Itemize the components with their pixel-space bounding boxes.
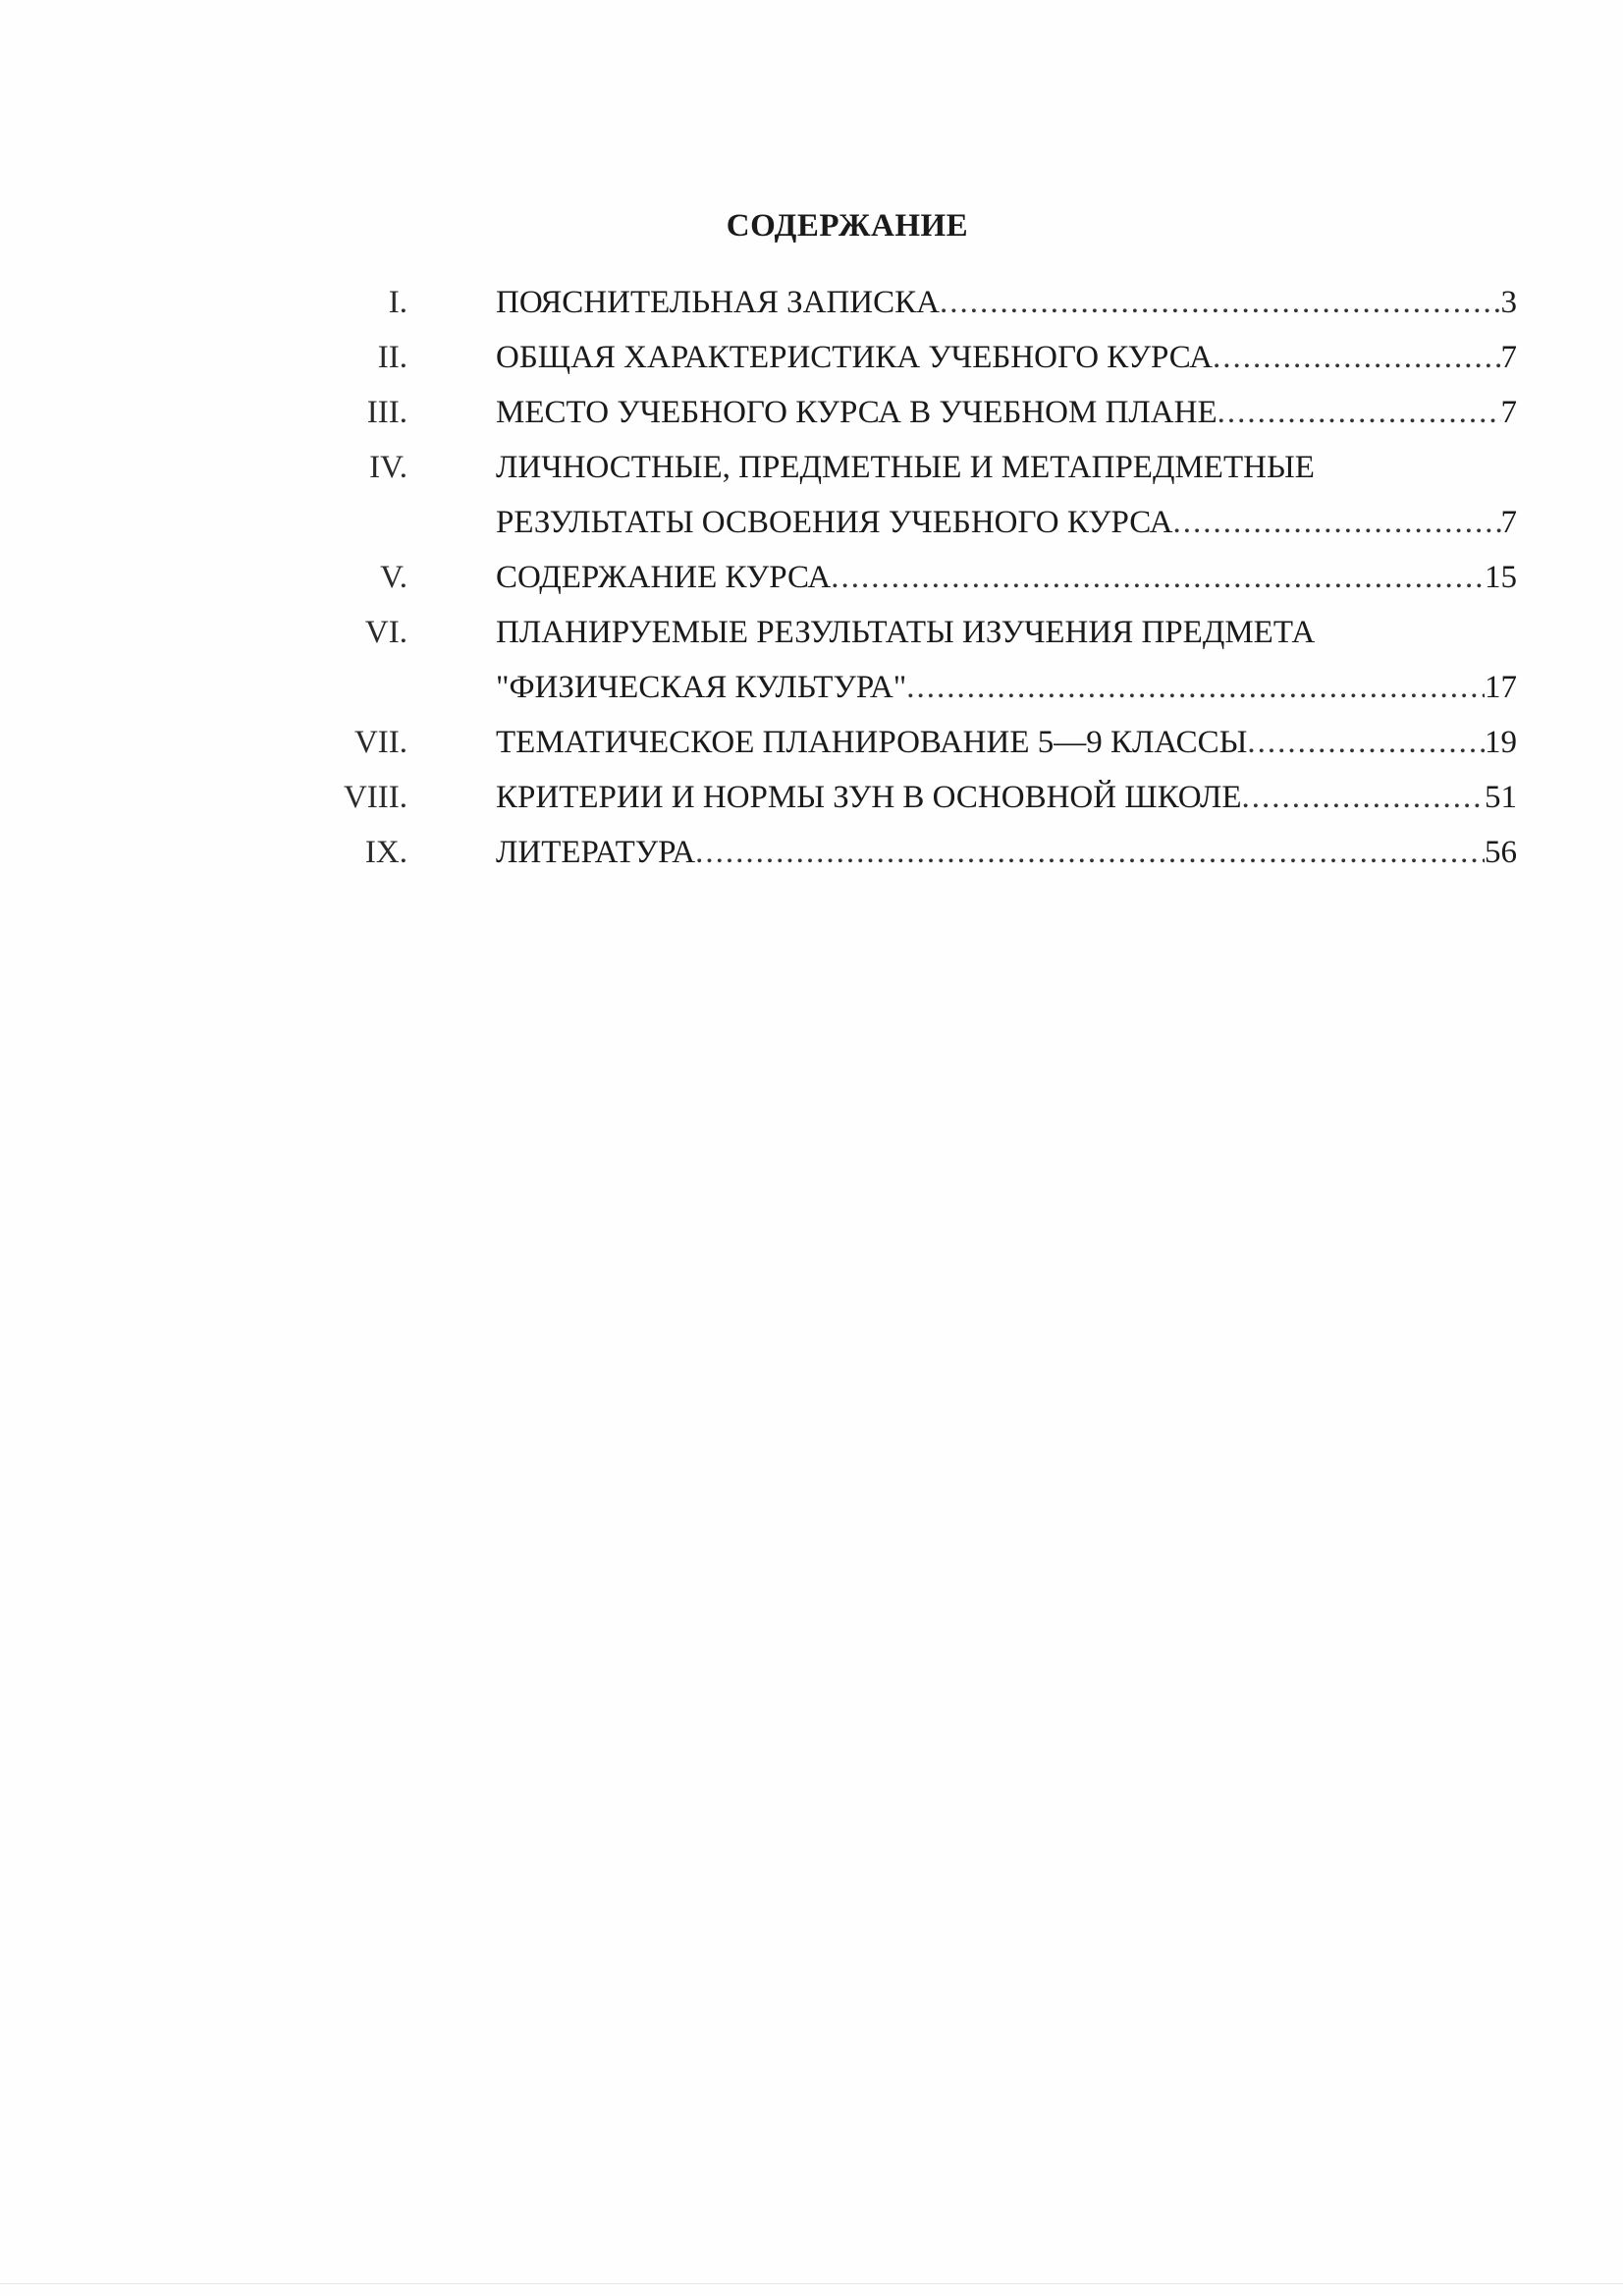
toc-entry-title: ТЕМАТИЧЕСКОЕ ПЛАНИРОВАНИЕ 5—9 КЛАССЫ (496, 725, 1248, 760)
toc-entry-title: КРИТЕРИИ И НОРМЫ ЗУН В ОСНОВНОЙ ШКОЛЕ (496, 780, 1242, 815)
toc-entry (324, 825, 1532, 880)
toc-entry-page: 15 (1485, 560, 1517, 595)
toc-entry (324, 550, 1532, 605)
toc-entry-continuation (324, 660, 1532, 715)
toc-entry-page: 7 (1500, 340, 1517, 375)
toc-entry-title: МЕСТО УЧЕБНОГО КУРСА В УЧЕБНОМ ПЛАНЕ (496, 395, 1217, 430)
toc-entry-number: IX. (364, 835, 407, 870)
toc-title: СОДЕРЖАНИЕ (726, 208, 969, 244)
toc-entry-page: 51 (1485, 780, 1517, 815)
dot-leader (695, 825, 1485, 880)
toc-entry-title-line2: РЕЗУЛЬТАТЫ ОСВОЕНИЯ УЧЕБНОГО КУРСА (496, 505, 1173, 540)
toc-entry-page: 7 (1500, 505, 1517, 540)
table-of-contents (324, 275, 1532, 880)
dot-leader (1247, 715, 1485, 770)
toc-entry-title: ПОЯСНИТЕЛЬНАЯ ЗАПИСКА (496, 285, 940, 320)
toc-entry-title: ЛИЧНОСТНЫЕ, ПРЕДМЕТНЫЕ И МЕТАПРЕДМЕТНЫЕ (496, 450, 1315, 485)
toc-entry-title: ПЛАНИРУЕМЫЕ РЕЗУЛЬТАТЫ ИЗУЧЕНИЯ ПРЕДМЕТА (496, 615, 1316, 650)
toc-entry-continuation (324, 495, 1532, 550)
dot-leader (831, 550, 1485, 605)
dot-leader (940, 275, 1501, 330)
toc-entry-number: III. (366, 395, 407, 430)
toc-entry-number: VII. (353, 725, 407, 760)
toc-entry-title: ЛИТЕРАТУРА (496, 835, 696, 870)
dot-leader (1242, 770, 1485, 825)
toc-entry-number: VI. (364, 615, 407, 650)
toc-entry-number: II. (377, 340, 407, 375)
dot-leader (1213, 330, 1501, 385)
toc-entry (324, 275, 1532, 330)
toc-entry-number: IV. (369, 450, 407, 485)
toc-entry (324, 440, 1532, 495)
toc-entry-page: 7 (1500, 395, 1517, 430)
dot-leader (906, 660, 1485, 715)
toc-entry-page: 17 (1485, 670, 1517, 705)
toc-entry-page: 56 (1485, 835, 1517, 870)
toc-entry (324, 385, 1532, 440)
toc-entry-page: 19 (1485, 725, 1517, 760)
toc-entry-title: СОДЕРЖАНИЕ КУРСА (496, 560, 832, 595)
dot-leader (1173, 495, 1501, 550)
toc-entry-number: V. (380, 560, 407, 595)
page-bottom-edge (0, 2283, 1623, 2284)
toc-entry (324, 770, 1532, 825)
dot-leader (1217, 385, 1501, 440)
toc-entry-title: ОБЩАЯ ХАРАКТЕРИСТИКА УЧЕБНОГО КУРСА (496, 340, 1213, 375)
toc-entry-number: I. (388, 285, 407, 320)
toc-entry (324, 605, 1532, 660)
toc-entry-title-line2: "ФИЗИЧЕСКАЯ КУЛЬТУРА" (496, 670, 907, 705)
toc-entry (324, 715, 1532, 770)
toc-entry (324, 330, 1532, 385)
toc-entry-page: 3 (1500, 285, 1517, 320)
toc-entry-number: VIII. (343, 780, 407, 815)
